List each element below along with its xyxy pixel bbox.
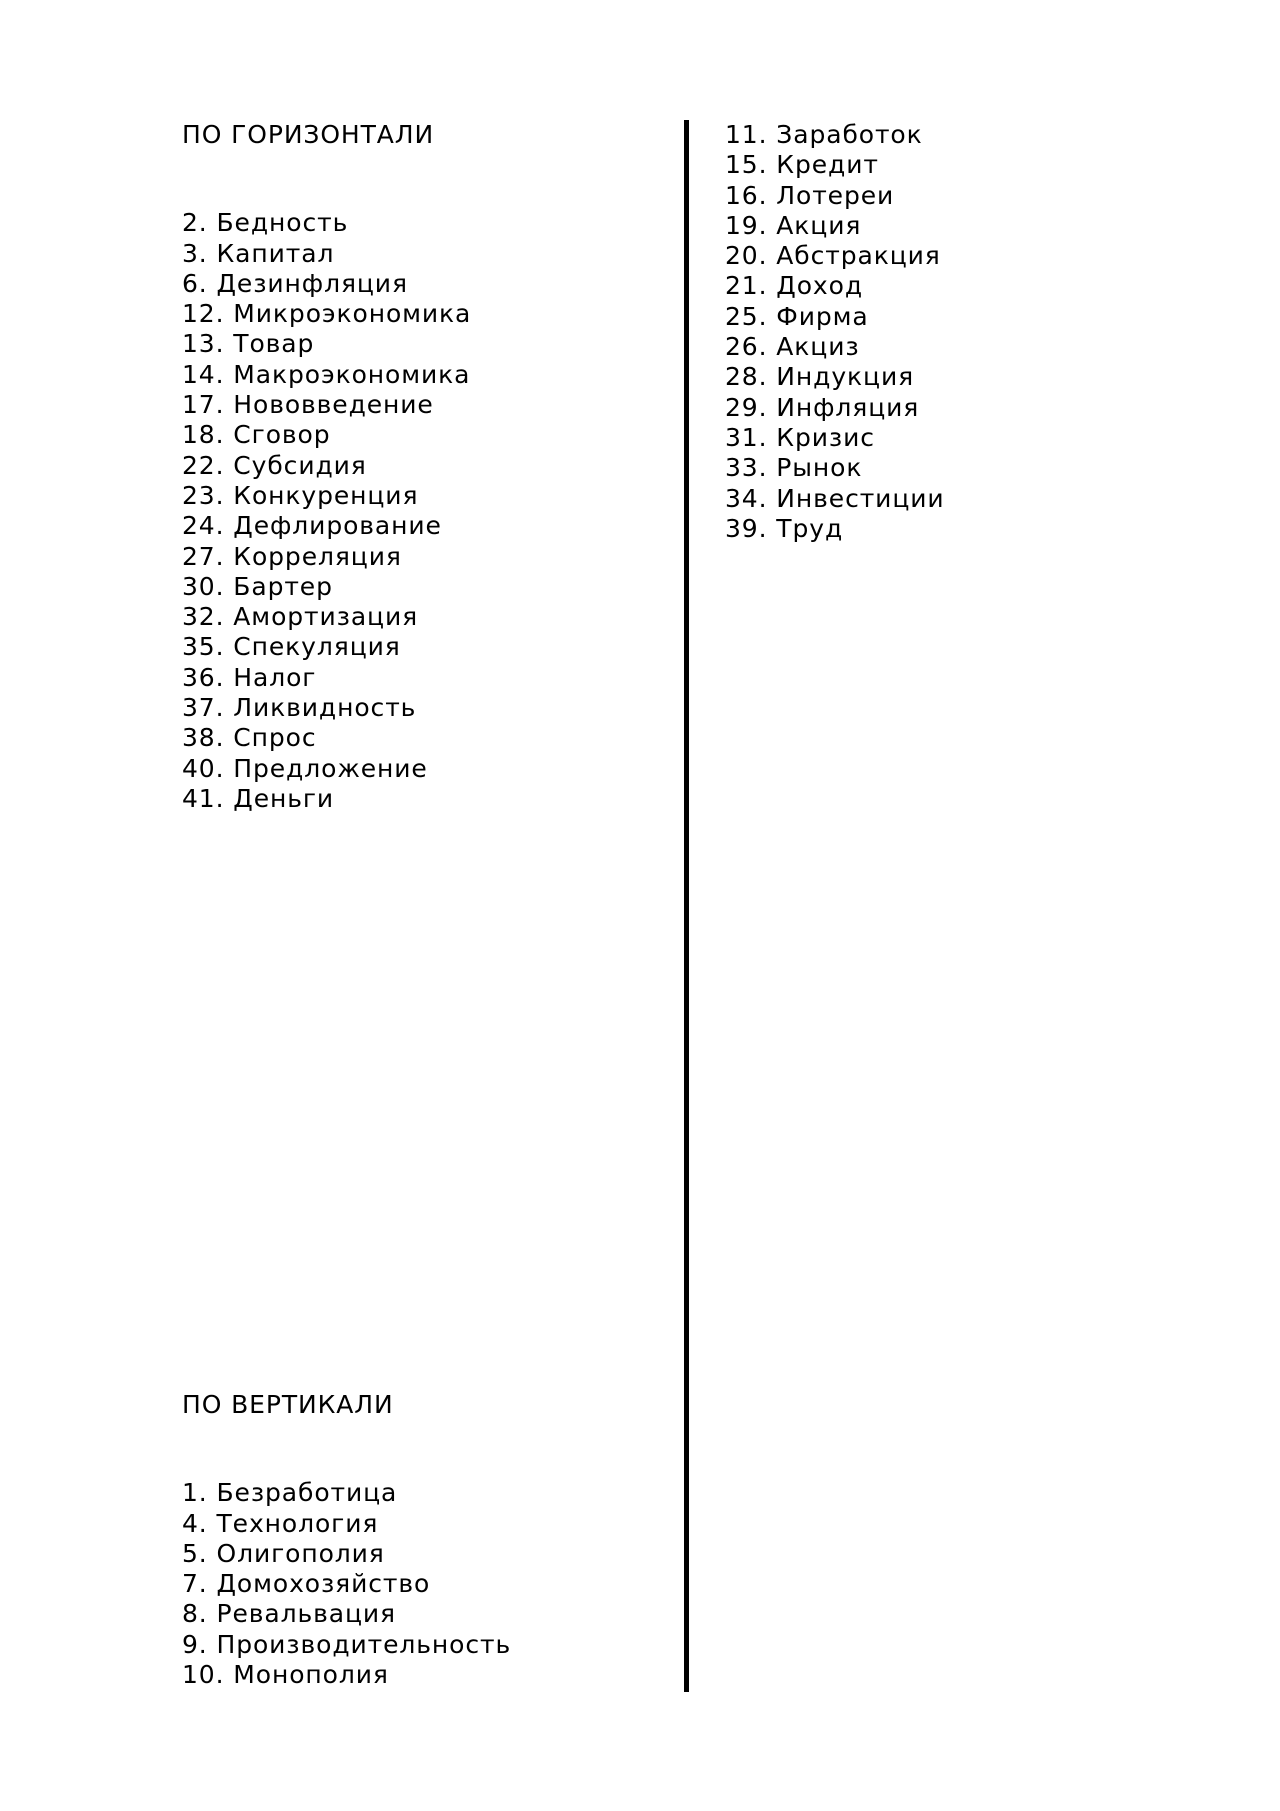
clue-item: 36. Налог	[182, 662, 317, 692]
clue-item: 5. Олигополия	[182, 1538, 385, 1568]
clue-item: 27. Корреляция	[182, 541, 402, 571]
clue-item: 2. Бедность	[182, 208, 349, 238]
clue-item: 26. Акциз	[725, 332, 860, 362]
across-heading: ПО ГОРИЗОНТАЛИ	[182, 120, 435, 149]
clue-item: 32. Амортизация	[182, 602, 419, 632]
clue-item: 8. Ревальвация	[182, 1599, 396, 1629]
across-list	[182, 208, 662, 814]
clue-item: 23. Конкуренция	[182, 480, 419, 510]
clue-item: 38. Спрос	[182, 723, 317, 753]
clue-item: 18. Сговор	[182, 420, 331, 450]
spacer	[182, 1420, 662, 1478]
clue-item: 41. Деньги	[182, 783, 335, 813]
clue-item: 13. Товар	[182, 329, 315, 359]
clue-item: 22. Субсидия	[182, 450, 367, 480]
clue-item: 29. Инфляция	[725, 392, 920, 422]
clue-item: 15. Кредит	[725, 150, 879, 180]
clue-item: 34. Инвестиции	[725, 483, 945, 513]
clue-item: 7. Домохозяйство	[182, 1569, 431, 1599]
down-continued-list	[725, 120, 1205, 544]
clue-item: 3. Капитал	[182, 238, 335, 268]
down-heading: ПО ВЕРТИКАЛИ	[182, 1390, 394, 1419]
clue-item: 37. Ликвидность	[182, 693, 417, 723]
clue-item: 14. Макроэкономика	[182, 359, 471, 389]
clue-item: 19. Акция	[725, 210, 862, 240]
clue-item: 39. Труд	[725, 513, 844, 543]
clue-item: 10. Монополия	[182, 1660, 389, 1690]
clue-item: 33. Рынок	[725, 453, 863, 483]
clue-item: 25. Фирма	[725, 301, 869, 331]
clue-item: 11. Заработок	[725, 120, 923, 149]
spacer	[182, 150, 662, 208]
clue-item: 9. Производительность	[182, 1629, 512, 1659]
clue-item: 35. Спекуляция	[182, 632, 401, 662]
across-section	[182, 120, 662, 814]
clue-item: 6. Дезинфляция	[182, 268, 408, 298]
clue-item: 40. Предложение	[182, 753, 428, 783]
clue-item: 24. Дефлирование	[182, 511, 442, 541]
clue-item: 20. Абстракция	[725, 241, 941, 271]
clue-item: 12. Микроэкономика	[182, 299, 472, 329]
clue-item: 4. Технология	[182, 1508, 379, 1538]
clue-item: 16. Лотереи	[725, 180, 895, 210]
clue-item: 28. Индукция	[725, 362, 915, 392]
clue-item: 31. Кризис	[725, 422, 875, 452]
clue-item: 17. Нововведение	[182, 390, 434, 420]
clue-item: 30. Бартер	[182, 571, 333, 601]
column-divider	[684, 120, 689, 1692]
clue-item: 1. Безработица	[182, 1478, 398, 1508]
clue-item: 21. Доход	[725, 271, 864, 301]
down-section	[182, 1390, 662, 1690]
down-list	[182, 1478, 662, 1690]
